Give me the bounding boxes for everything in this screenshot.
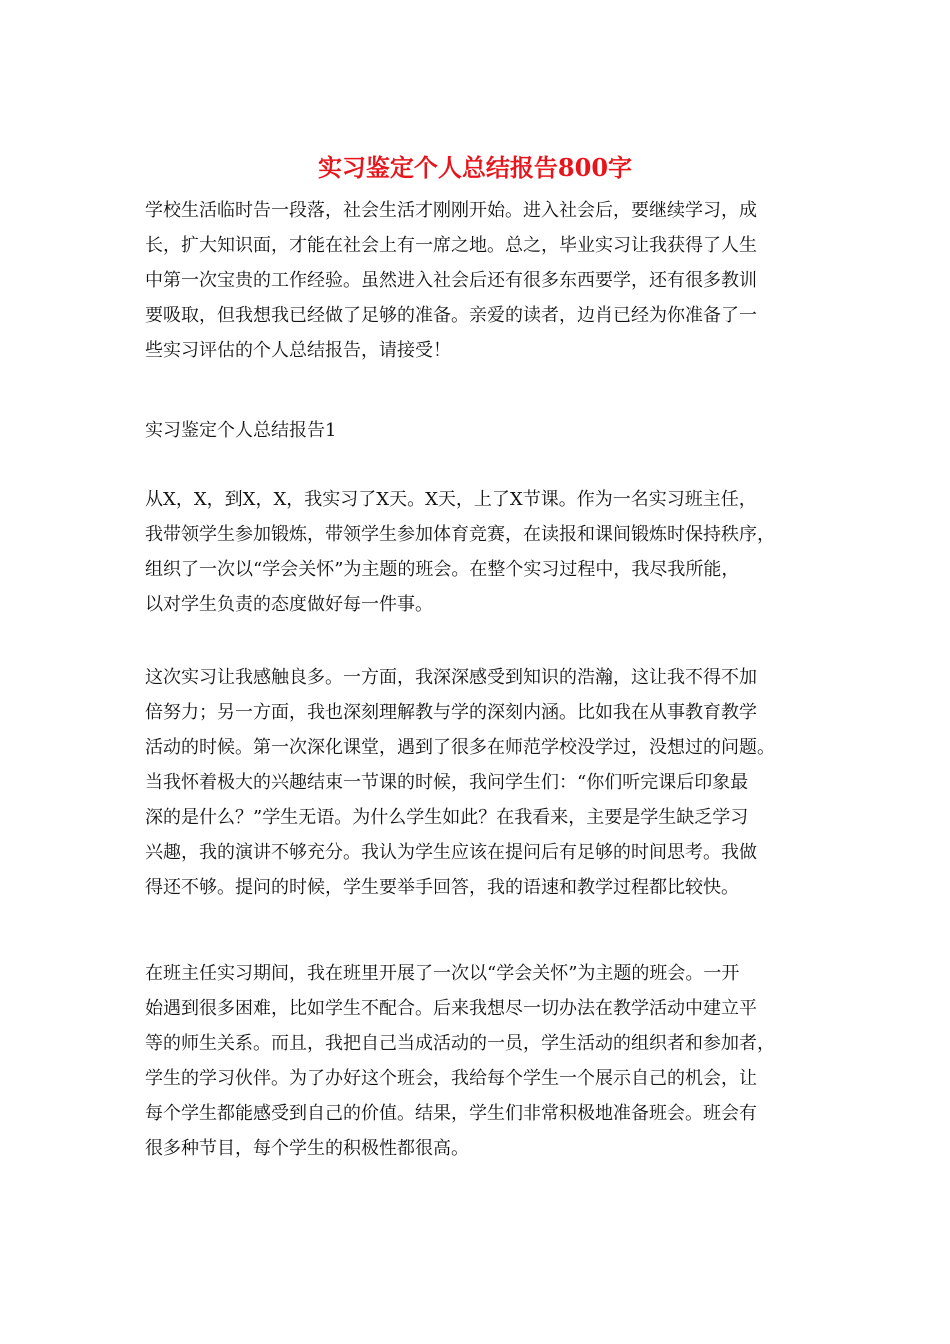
paragraph-line: 要吸取，但我想我已经做了足够的准备。亲爱的读者，边肖已经为你准备了一 (145, 305, 757, 326)
paragraph-line: 中第一次宝贵的工作经验。虽然进入社会后还有很多东西要学，还有很多教训 (145, 270, 757, 291)
paragraph-line: 在班主任实习期间，我在班里开展了一次以“学会关怀”为主题的班会。一开 (145, 963, 740, 984)
section-heading: 实习鉴定个人总结报告1 (145, 420, 337, 441)
paragraph-line: 组织了一次以“学会关怀”为主题的班会。在整个实习过程中，我尽我所能， (145, 559, 740, 580)
paragraph-line: 从X，X，到X，X，我实习了X天。X天，上了X节课。作为一名实习班主任， (145, 489, 757, 510)
paragraph-line: 兴趣，我的演讲不够充分。我认为学生应该在提问后有足够的时间思考。我做 (145, 842, 757, 863)
paragraph-line: 以对学生负责的态度做好每一件事。 (145, 594, 433, 615)
paragraph-line: 每个学生都能感受到自己的价值。结果，学生们非常积极地准备班会。班会有 (145, 1103, 757, 1124)
paragraph-1 (145, 482, 815, 622)
document-title: 实习鉴定个人总结报告800字 (317, 153, 633, 182)
paragraph-2 (145, 660, 815, 905)
paragraph-line: 长，扩大知识面，才能在社会上有一席之地。总之，毕业实习让我获得了人生 (145, 235, 757, 256)
paragraph-line: 这次实习让我感触良多。一方面，我深深感受到知识的浩瀚，这让我不得不加 (145, 667, 757, 688)
paragraph-line: 我带领学生参加锻炼，带领学生参加体育竞赛，在读报和课间锻炼时保持秩序， (145, 524, 775, 545)
paragraph-line: 学生的学习伙伴。为了办好这个班会，我给每个学生一个展示自己的机会，让 (145, 1068, 757, 1089)
paragraph-3 (145, 956, 815, 1166)
paragraph-line: 始遇到很多困难，比如学生不配合。后来我想尽一切办法在教学活动中建立平 (145, 998, 757, 1019)
paragraph-line: 些实习评估的个人总结报告，请接受！ (145, 340, 451, 361)
paragraph-line: 学校生活临时告一段落，社会生活才刚刚开始。进入社会后，要继续学习，成 (145, 200, 757, 221)
paragraph-line: 等的师生关系。而且，我把自己当成活动的一员，学生活动的组织者和参加者， (145, 1033, 775, 1054)
paragraph-line: 得还不够。提问的时候，学生要举手回答，我的语速和教学过程都比较快。 (145, 877, 739, 898)
paragraph-line: 深的是什么？”学生无语。为什么学生如此？在我看来，主要是学生缺乏学习 (145, 807, 749, 828)
intro-paragraph (145, 193, 815, 368)
paragraph-line: 倍努力；另一方面，我也深刻理解教与学的深刻内涵。比如我在从事教育教学 (145, 702, 757, 723)
paragraph-line: 活动的时候。第一次深化课堂，遇到了很多在师范学校没学过，没想过的问题。 (145, 737, 775, 758)
paragraph-line: 当我怀着极大的兴趣结束一节课的时候，我问学生们：“你们听完课后印象最 (145, 772, 749, 793)
paragraph-line: 很多种节目，每个学生的积极性都很高。 (145, 1138, 469, 1159)
section-heading-block (145, 413, 815, 448)
